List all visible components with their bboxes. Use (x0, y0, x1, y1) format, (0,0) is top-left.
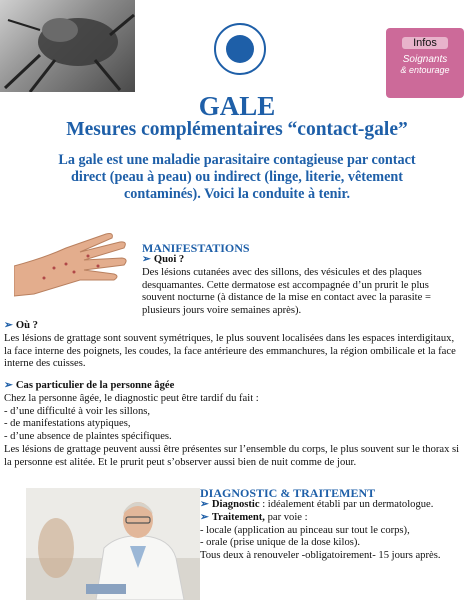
logo-emblem-icon (226, 35, 254, 63)
intro-text: La gale est une maladie parasitaire contagieuse par contact direct (peau à peau) ou indirect (linge, literie, vêtement contaminés). Voici la conduite à tenir. (58, 152, 416, 202)
trait-arrow-icon: ➢ (200, 511, 209, 523)
ou-arrow-icon: ➢ (4, 320, 13, 331)
quoi-text: Des lésions cutanées avec des sillons, des vésicules et des plaques desquamantes. Cette dermatose est accompagnée d’un prurit le plus souvent nocturne (à distance de la mise en contact avec la parasite = plusieurs jours voire semaines après). (142, 266, 431, 317)
manifestations-heading: MANIFESTATIONS (142, 241, 250, 255)
ou-label: Où ? (15, 320, 38, 331)
trait-label: Traitement, (211, 511, 265, 523)
trait-text: par voie : (264, 511, 308, 523)
elderly-outro: Les lésions de grattage peuvent aussi être présentes sur l’ensemble du corps, le plus souvent sur le thorax si la personne est alitée. Et le prurit peut s’observer aussi bien de nuit comme de jour. (4, 443, 460, 468)
infos-badge (386, 28, 464, 98)
diag-arrow-icon: ➢ (200, 499, 209, 510)
elderly-item: - de manifestations atypiques, (4, 418, 131, 430)
badge-entourage: & entourage (400, 65, 450, 75)
diagnostic-heading: DIAGNOSTIC & TRAITEMENT (200, 486, 376, 500)
elderly-block (4, 380, 466, 470)
trait-item: - orale (prise unique de la dose kilos). (200, 537, 361, 549)
badge-infos: Infos (402, 37, 448, 49)
trait-item: - locale (application au pinceau sur tout le corps), (200, 524, 410, 536)
quoi-arrow-icon: ➢ (142, 254, 151, 265)
elderly-item: - d’une absence de plaintes spécifiques. (4, 431, 172, 443)
organization-logo (214, 23, 266, 75)
elderly-arrow-icon: ➢ (4, 380, 13, 391)
page-subtitle: Mesures complémentaires “contact-gale” (66, 119, 408, 140)
diagnostic-outro: Tous deux à renouveler -obligatoirement- 15 jours après. (200, 550, 441, 562)
diag-label: Diagnostic (211, 499, 260, 510)
quoi-label: Quoi ? (153, 254, 185, 265)
ou-block (4, 320, 464, 371)
quoi-block (142, 254, 460, 318)
ou-text: Les lésions de grattage sont souvent symétriques, le plus souvent localisées dans les espaces interdigitaux, la face interne des poignets, les coudes, la face antérieure des emmanchures, la région ombilicale et la face interne des cuisses. (4, 332, 456, 370)
badge-soignants: Soignants (402, 54, 448, 65)
diag-text: : idéalement établi par un dermatologue. (259, 499, 434, 510)
mite-photo (0, 0, 135, 92)
doctor-photo (26, 488, 200, 600)
diagnostic-block (200, 499, 468, 563)
elderly-intro: Chez la personne âgée, le diagnostic peut être tardif du fait : (4, 392, 259, 404)
page-title: GALE (198, 91, 276, 121)
elderly-heading: Cas particulier de la personne âgée (15, 380, 175, 391)
elderly-item: - d’une difficulté à voir les sillons, (4, 405, 151, 417)
hand-illustration (14, 228, 130, 298)
